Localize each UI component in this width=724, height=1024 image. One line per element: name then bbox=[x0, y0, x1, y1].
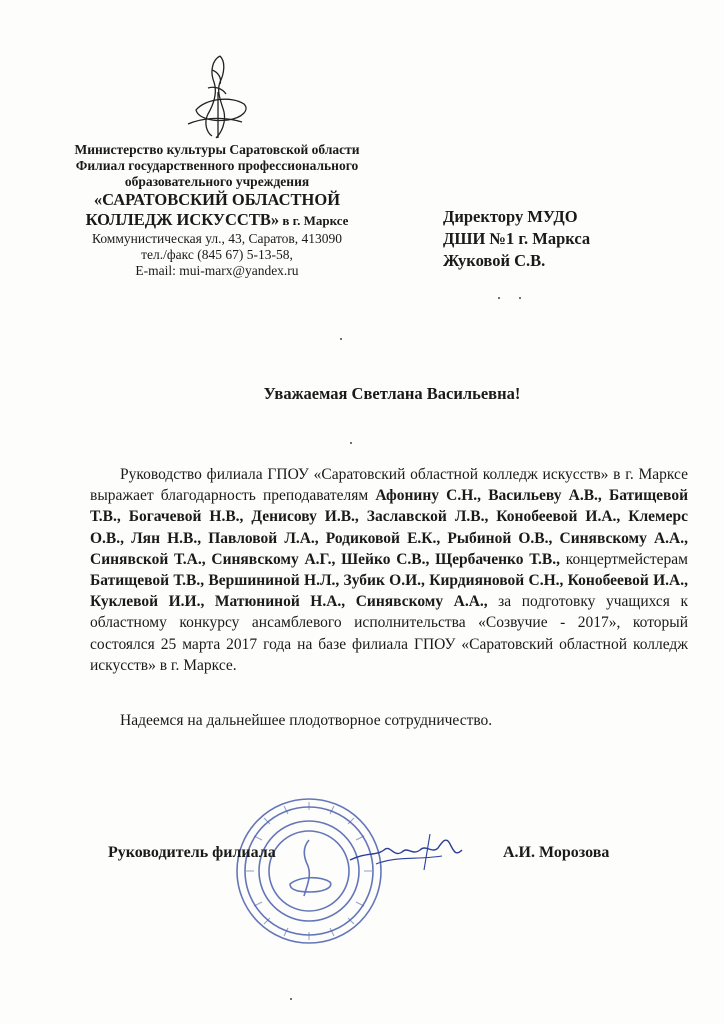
addressee-line2: ДШИ №1 г. Маркса bbox=[443, 229, 591, 248]
institution-type-line: образовательного учреждения bbox=[124, 174, 310, 189]
college-logo bbox=[182, 52, 254, 142]
organization-header bbox=[58, 142, 376, 279]
scan-speck bbox=[290, 998, 292, 1000]
branch-line: Филиал государственного профессионального bbox=[75, 158, 359, 173]
college-name-line1: «САРАТОВСКИЙ ОБЛАСТНОЙ bbox=[93, 190, 341, 209]
college-name-line2: КОЛЛЕДЖ ИСКУССТВ» в г. Марксе bbox=[85, 210, 349, 229]
letter-paragraph-1: Руководство филиала ГПОУ «Саратовский областной колледж искусств» в г. Марксе выражает благодарность преподавателям Афонину С.Н., Васильеву А.В., Батищевой Т.В., Богачевой Н.В., Денисову И.В., Заславской Л.В., Конобеевой И.А., Клемерс О.В., Лян Н.В., Павловой Л.А., Родиковой Е.К., Рыбиной О.В., Синявскому А.А., Синявской Т.А., Синявскому А.Г., Шейко С.В., Щербаченко Т.В., концертмейстерам Батищевой Т.В., Вершининой Н.Л., Зубик О.И., Кирдияновой С.Н., Конобеевой И.А., Куклевой И.И., Матюниной Н.А., Синявскому А.А., за подготовку учащихся к областному конкурсу ансамблевого исполнительства «Созвучие - 2017», который состоялся 25 марта 2017 года на базе филиала ГПОУ «Саратовский областной колледж искусств» в г. Марксе. bbox=[90, 466, 689, 674]
email-line: E-mail: mui-marx@yandex.ru bbox=[135, 263, 299, 278]
scan-speck bbox=[350, 442, 352, 444]
signatory-name: А.И. Морозова bbox=[503, 844, 610, 861]
handwritten-signature bbox=[346, 826, 466, 876]
signatory-role: Руководитель филиала bbox=[108, 844, 276, 861]
addressee-line1: Директору МУДО bbox=[443, 207, 578, 226]
accompanists-list: Батищевой Т.В., Вершининой Н.Л., Зубик О.И., Кирдияновой С.Н., Конобеевой И.А., Куклевой И.И., Матюниной Н.А., Синявскому А.А., bbox=[90, 572, 688, 611]
addressee-line3: Жуковой С.В. bbox=[443, 251, 546, 270]
scan-speck bbox=[498, 297, 500, 299]
phone-line: тел./факс (845 67) 5-13-58, bbox=[141, 247, 293, 262]
teachers-list: Афонину С.Н., Васильеву А.В., Батищевой Т.В., Богачевой Н.В., Денисову И.В., Заславской Л.В., Конобеевой И.А., Клемерс О.В., Лян Н.В., Павловой Л.А., Родиковой Е.К., Рыбиной О.В., Синявскому А.А., Синявской Т.А., Синявскому А.Г., Шейко С.В., Щербаченко Т.В., bbox=[90, 487, 689, 568]
address-line: Коммунистическая ул., 43, Саратов, 413090 bbox=[91, 231, 343, 246]
salutation: Уважаемая Светлана Васильевна! bbox=[263, 384, 521, 403]
scan-speck bbox=[519, 297, 521, 299]
scan-speck bbox=[340, 338, 342, 340]
addressee-block bbox=[443, 206, 590, 272]
letter-body bbox=[90, 464, 688, 676]
ministry-line: Министерство культуры Саратовской области bbox=[74, 142, 360, 157]
letter-paragraph-2: Надеемся на дальнейшее плодотворное сотрудничество. bbox=[120, 712, 493, 729]
